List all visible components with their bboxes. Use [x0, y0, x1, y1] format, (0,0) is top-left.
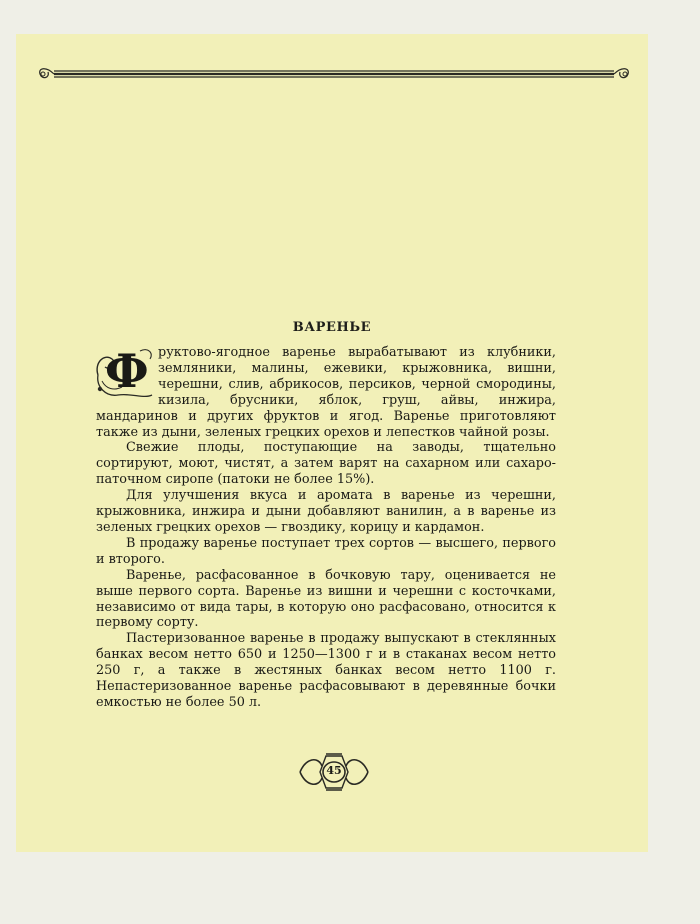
paragraph: Варенье, расфасованное в бочковую тару, оценивается не выше первого сорта. Варенье из вишни и черешни с косточками, независимо от вида тары, в которую оно расфасовано, относится к первому сорту. — [96, 567, 556, 631]
page-number: 45 — [326, 764, 342, 777]
ornate-dropcap — [92, 345, 154, 403]
paragraph: Для улучшения вкуса и аромата в варенье из черешни, крыжовника, инжира и дыни добавляют ванилин, а в варенье из зеленых грецких орехов — гвоздику, корицу и кардамон. — [96, 488, 556, 535]
paragraph: В продажу варенье поступает трех сортов — высшего, первого и второго. — [96, 535, 556, 567]
page-title: ВАРЕНЬЕ — [292, 320, 372, 335]
paragraph-text: руктово-ягодное варенье вырабатывают из клубники, земляники, малины, ежевики, крыжовника, вишни, черешни, слив, абрикосов, персиков, черной смородины, кизила, брусники, яблок, груш, айвы, инжира, мандаринов и других фруктов и ягод. Варенье приготовляют также из дыни, зеленых грецких орехов и лепестков чайной розы. — [96, 345, 556, 440]
paragraph — [96, 345, 556, 440]
dropcap-letter: Ф — [105, 344, 149, 398]
paragraph: Пастеризованное варенье в продажу выпускают в стеклянных банках весом нетто 650 и 1250—1300 г и в стаканах весом нетто 250 г, а также в жестяных банках весом нетто 1100 г. Непастеризованное варенье расфасовывают в деревянные бочки емкостью не более 50 л. — [96, 631, 556, 710]
paragraph: Свежие плоды, поступающие на заводы, тщательно сортируют, моют, чистят, а затем варят на сахарном или сахаро-паточном сиропе (патоки не более 15%). — [96, 440, 556, 488]
article-body — [96, 345, 556, 711]
page-number-cartouche — [296, 750, 372, 794]
page-sheet — [16, 34, 648, 852]
decorative-rule — [36, 62, 632, 86]
